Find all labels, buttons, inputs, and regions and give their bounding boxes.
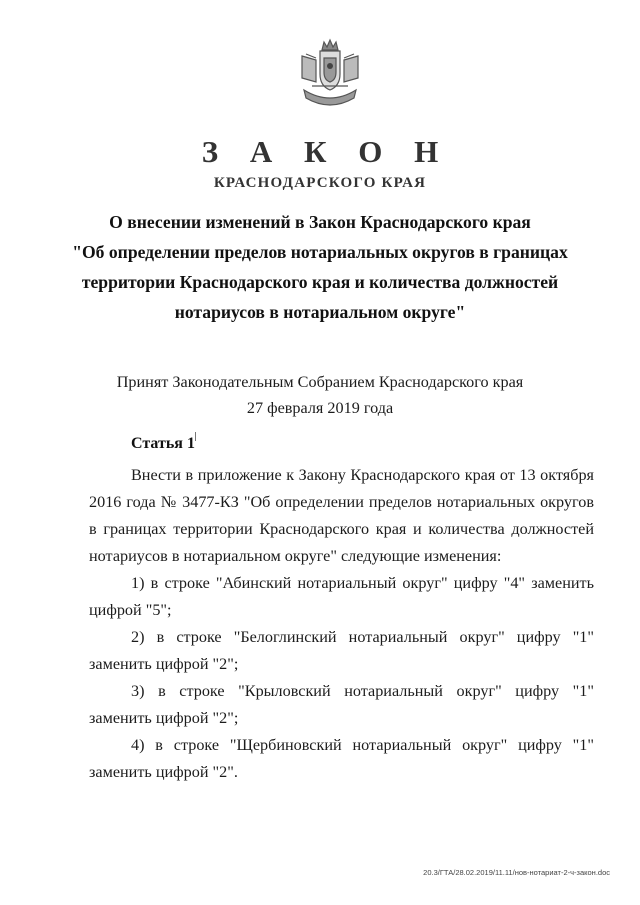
adoption-note [0,369,640,421]
adoption-body: Принят Законодательным Собранием Краснодарского края [116,373,524,391]
law-title: З А К О Н [201,134,451,169]
article-title: Статья 1 [131,435,195,452]
law-subtitle: КРАСНОДАРСКОГО КРАЯ [213,175,427,191]
amendment-item: 4) в строке "Щербиновский нотариальный округ" цифру "1" заменить цифрой "2". [89,736,594,781]
amendment-item: 3) в строке "Крыловский нотариальный округ" цифру "1" заменить цифрой "2"; [89,682,594,727]
scan-mark [195,432,196,441]
file-reference: 20.3/ГТА/28.02.2019/11.11/нов-нотариат-2-ч-закон.doc [423,868,610,877]
article-body [89,462,594,786]
coat-of-arms-icon [294,36,366,112]
document-heading [60,207,580,327]
intro-paragraph: Внести в приложение к Закону Краснодарского края от 13 октября 2016 года № 3477-КЗ "Об определении пределов нотариальных округов в границах территории Краснодарского края и количества должностей нотариусов в нотариальном округе" следующие изменения: [89,466,594,565]
heading-line: "Об определении пределов нотариальных округов в границах [72,242,568,262]
amendment-item: 1) в строке "Абинский нотариальный округ" цифру "4" заменить цифрой "5"; [89,574,594,619]
amendment-item: 2) в строке "Белоглинский нотариальный округ" цифру "1" заменить цифрой "2"; [89,628,594,673]
heading-line: территории Краснодарского края и количества должностей [81,272,559,292]
heading-line: О внесении изменений в Закон Краснодарского края [109,212,531,232]
heading-line: нотариусов в нотариальном округе" [174,302,466,322]
adoption-date: 27 февраля 2019 года [246,399,394,417]
